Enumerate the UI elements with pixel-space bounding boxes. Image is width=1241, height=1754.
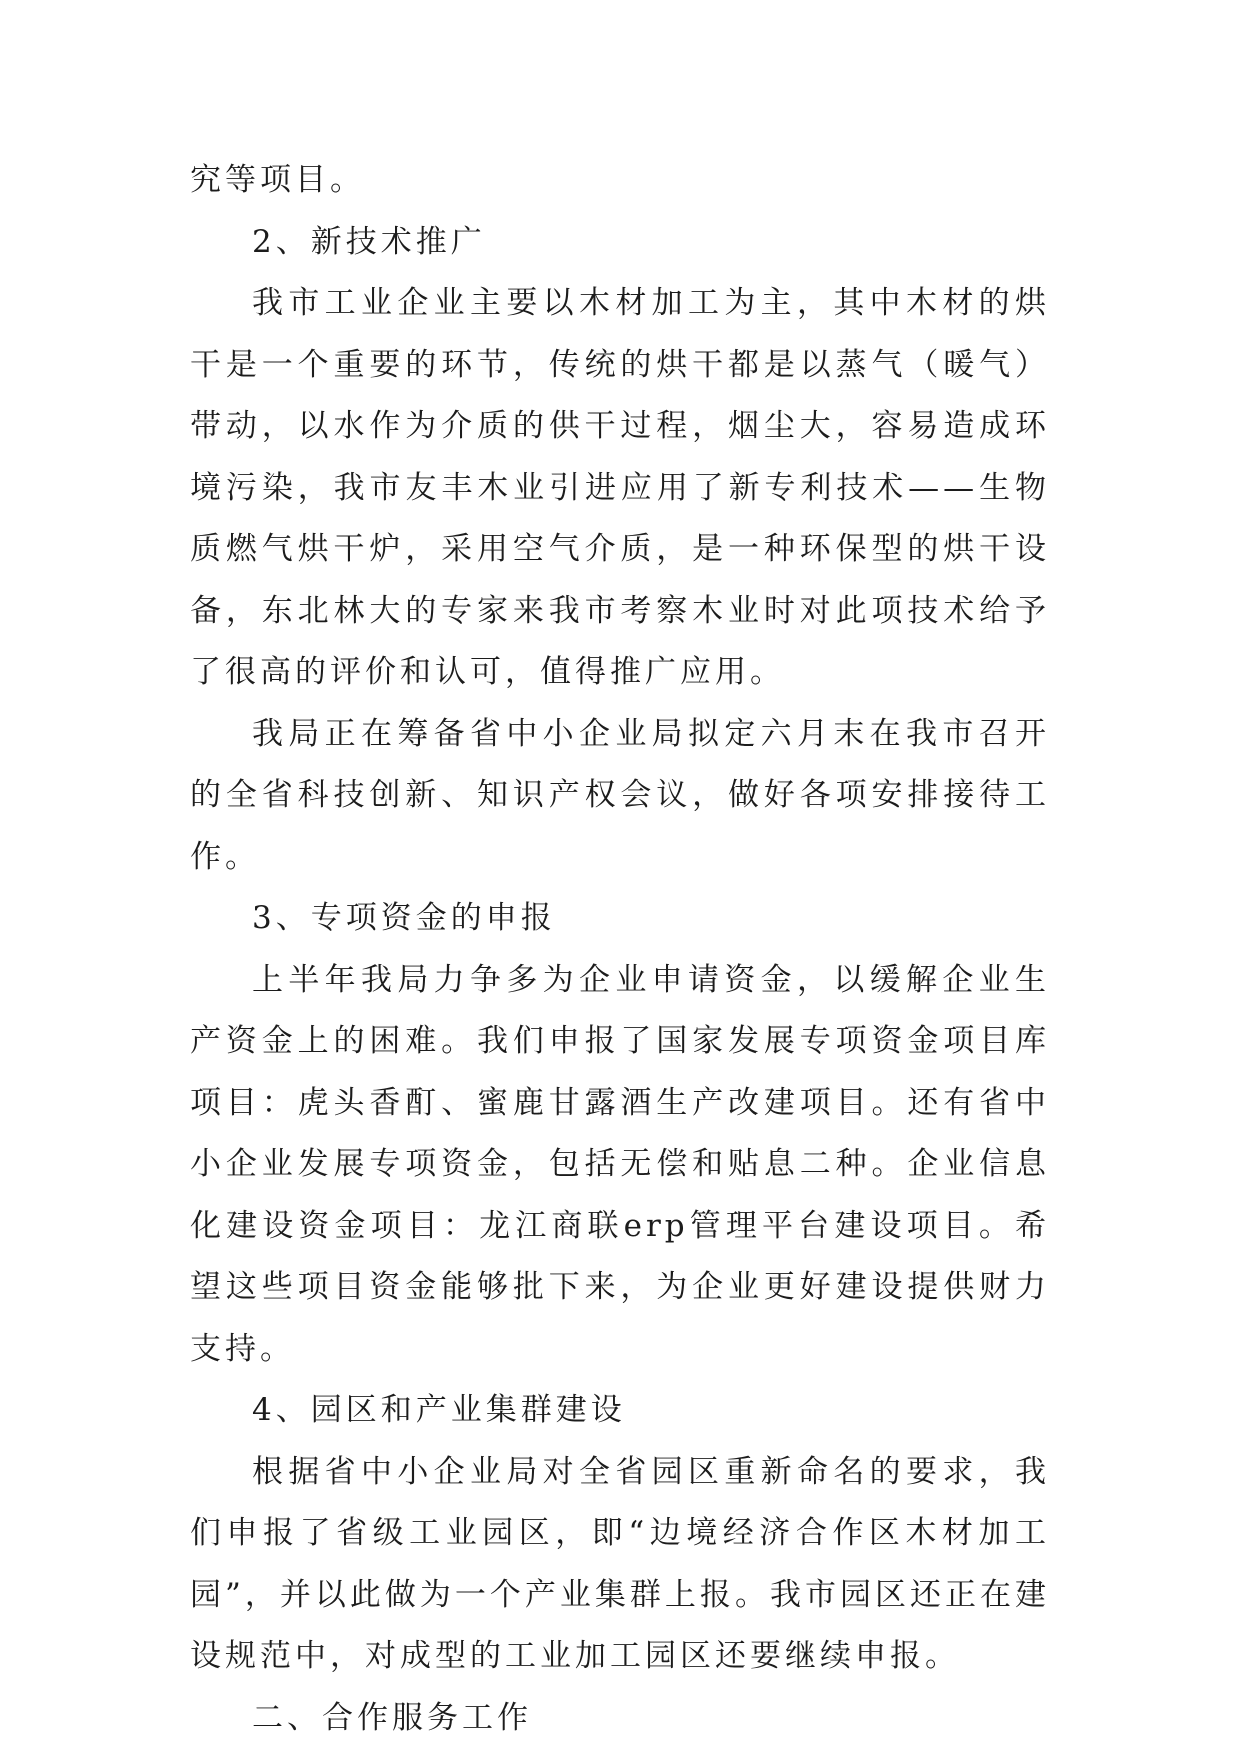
paragraph-wood-drying: 我市工业企业主要以木材加工为主，其中木材的烘干是一个重要的环节，传统的烘干都是以蒸气（暖气）带动，以水作为介质的供干过程，烟尘大，容易造成环境污染，我市友丰木业引进应用了新专利技术——生物质燃气烘干炉，采用空气介质，是一种环保型的烘干设备，东北林大的专家来我市考察木业时对此项技术给予了很高的评价和认可，值得推广应用。 [190, 285, 1050, 690]
section-heading-cooperation-service: 二、合作服务工作 [252, 1699, 532, 1736]
paragraph-conference-prep: 我局正在筹备省中小企业局拟定六月末在我市召开的全省科技创新、知识产权会议，做好各项安排接待工作。 [190, 715, 1050, 875]
section-heading-industrial-park: 4、园区和产业集群建设 [252, 1392, 626, 1428]
paragraph-continuation: 究等项目。 [190, 162, 365, 198]
section-heading-new-tech: 2、新技术推广 [252, 223, 486, 260]
paragraph-funds-application: 上半年我局力争多为企业申请资金，以缓解企业生产资金上的困难。我们申报了国家发展专项资金项目库项目：虎头香酊、蜜鹿甘露酒生产改建项目。还有省中小企业发展专项资金，包括无偿和贴息二种。企业信息化建设资金项目：龙江商联erp管理平台建设项目。希望这些项目资金能够批下来，为企业更好建设提供财力支持。 [190, 961, 1050, 1367]
paragraph-park-naming: 根据省中小企业局对全省园区重新命名的要求，我们申报了省级工业园区，即“边境经济合作区木材加工园”，并以此做为一个产业集群上报。我市园区还正在建设规范中，对成型的工业加工园区还要继续申报。 [190, 1453, 1050, 1674]
document-body [190, 150, 1050, 1749]
section-heading-special-funds: 3、专项资金的申报 [252, 900, 556, 936]
